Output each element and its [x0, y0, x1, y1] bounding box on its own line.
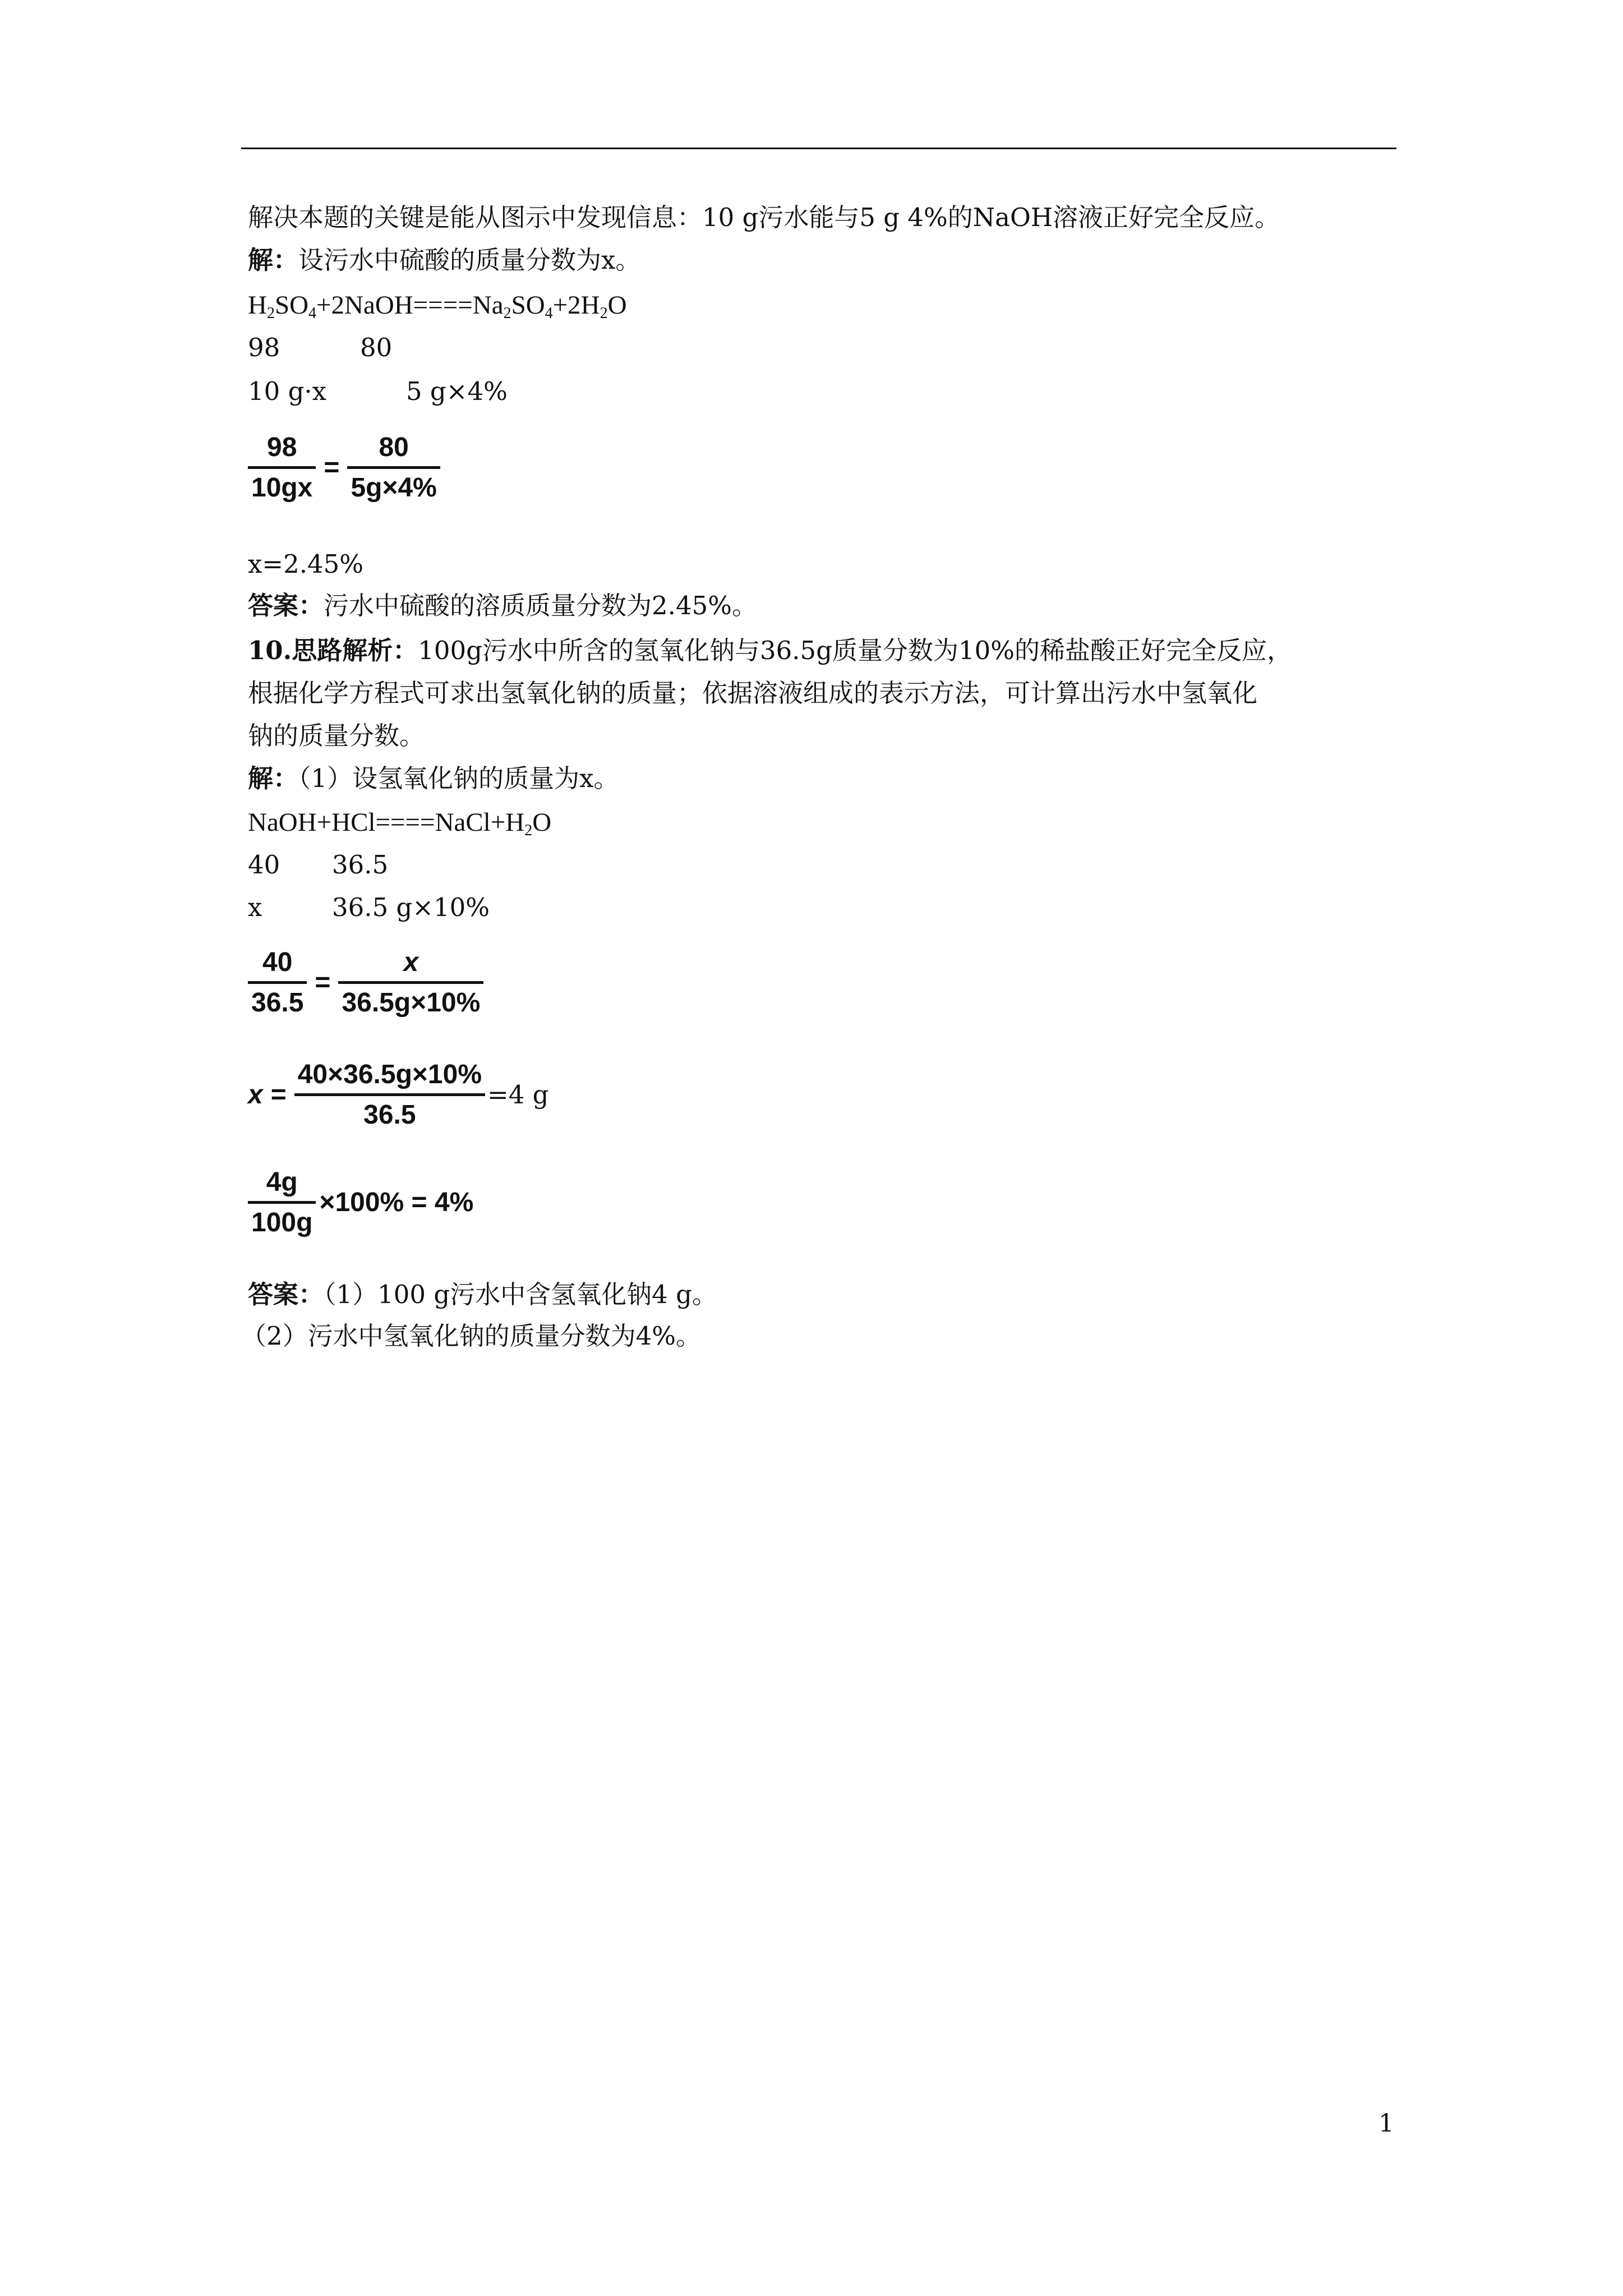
- answer-line-3: （2）污水中氢氧化钠的质量分数为4%。: [241, 1321, 702, 1351]
- answer-line-1: 答案：污水中硫酸的溶质质量分数为2.45%。: [248, 591, 757, 620]
- analysis-line-1: 10.思路解析：100g污水中所含的氢氧化钠与36.5g质量分数为10%的稀盐酸正好完全反应，: [248, 636, 1293, 665]
- result-line-1: x=2.45%: [248, 549, 364, 579]
- chemical-equation-2: $NaOH+HCl====NaCl+H_2O$: [248, 808, 552, 839]
- solution-setup-2: 解：（1）设氢氧化钠的质量为x。: [248, 763, 619, 793]
- mass-row-2: x 36.5 g×10%: [248, 892, 490, 922]
- proportion-formula-2: 40 36.5 = x 36.5g×10%: [248, 947, 483, 1018]
- answer-line-2: 答案：（1）100 g污水中含氢氧化钠4 g。: [248, 1280, 717, 1309]
- analysis-label: 10.思路解析：: [248, 636, 418, 665]
- molar-mass-row-2: 40 36.5: [248, 850, 389, 880]
- solution-setup-1: [248, 243, 640, 277]
- analysis-line-3: 钠的质量分数。: [248, 721, 425, 751]
- percentage-formula: 4g 100g ×100% = 4%: [248, 1167, 473, 1238]
- chemical-equation-1: $H_2SO_4+2NaOH====Na_2SO_4+2H_2O$: [248, 291, 627, 322]
- mass-row-1: 10 g·x 5 g×4%: [248, 376, 508, 406]
- intro-line: 解决本题的关键是能从图示中发现信息：10 g污水能与5 g 4%的NaOH溶液正好完全反应。: [248, 203, 1280, 232]
- proportion-formula-1: 98 10gx = 80 5g×4%: [248, 432, 440, 503]
- analysis-line-2: 根据化学方程式可求出氢氧化钠的质量；依据溶液组成的表示方法，可计算出污水中氢氧化: [248, 678, 1258, 708]
- molar-mass-row-1: 98 80: [248, 333, 393, 362]
- calculation-formula: x = 40×36.5g×10% 36.5 =4 g: [248, 1060, 549, 1130]
- header-rule: [241, 148, 1396, 149]
- page-number: 1: [1378, 2109, 1394, 2138]
- solution-label: 解：: [248, 245, 299, 275]
- solution-text: 设污水中硫酸的质量分数为x。: [298, 245, 641, 275]
